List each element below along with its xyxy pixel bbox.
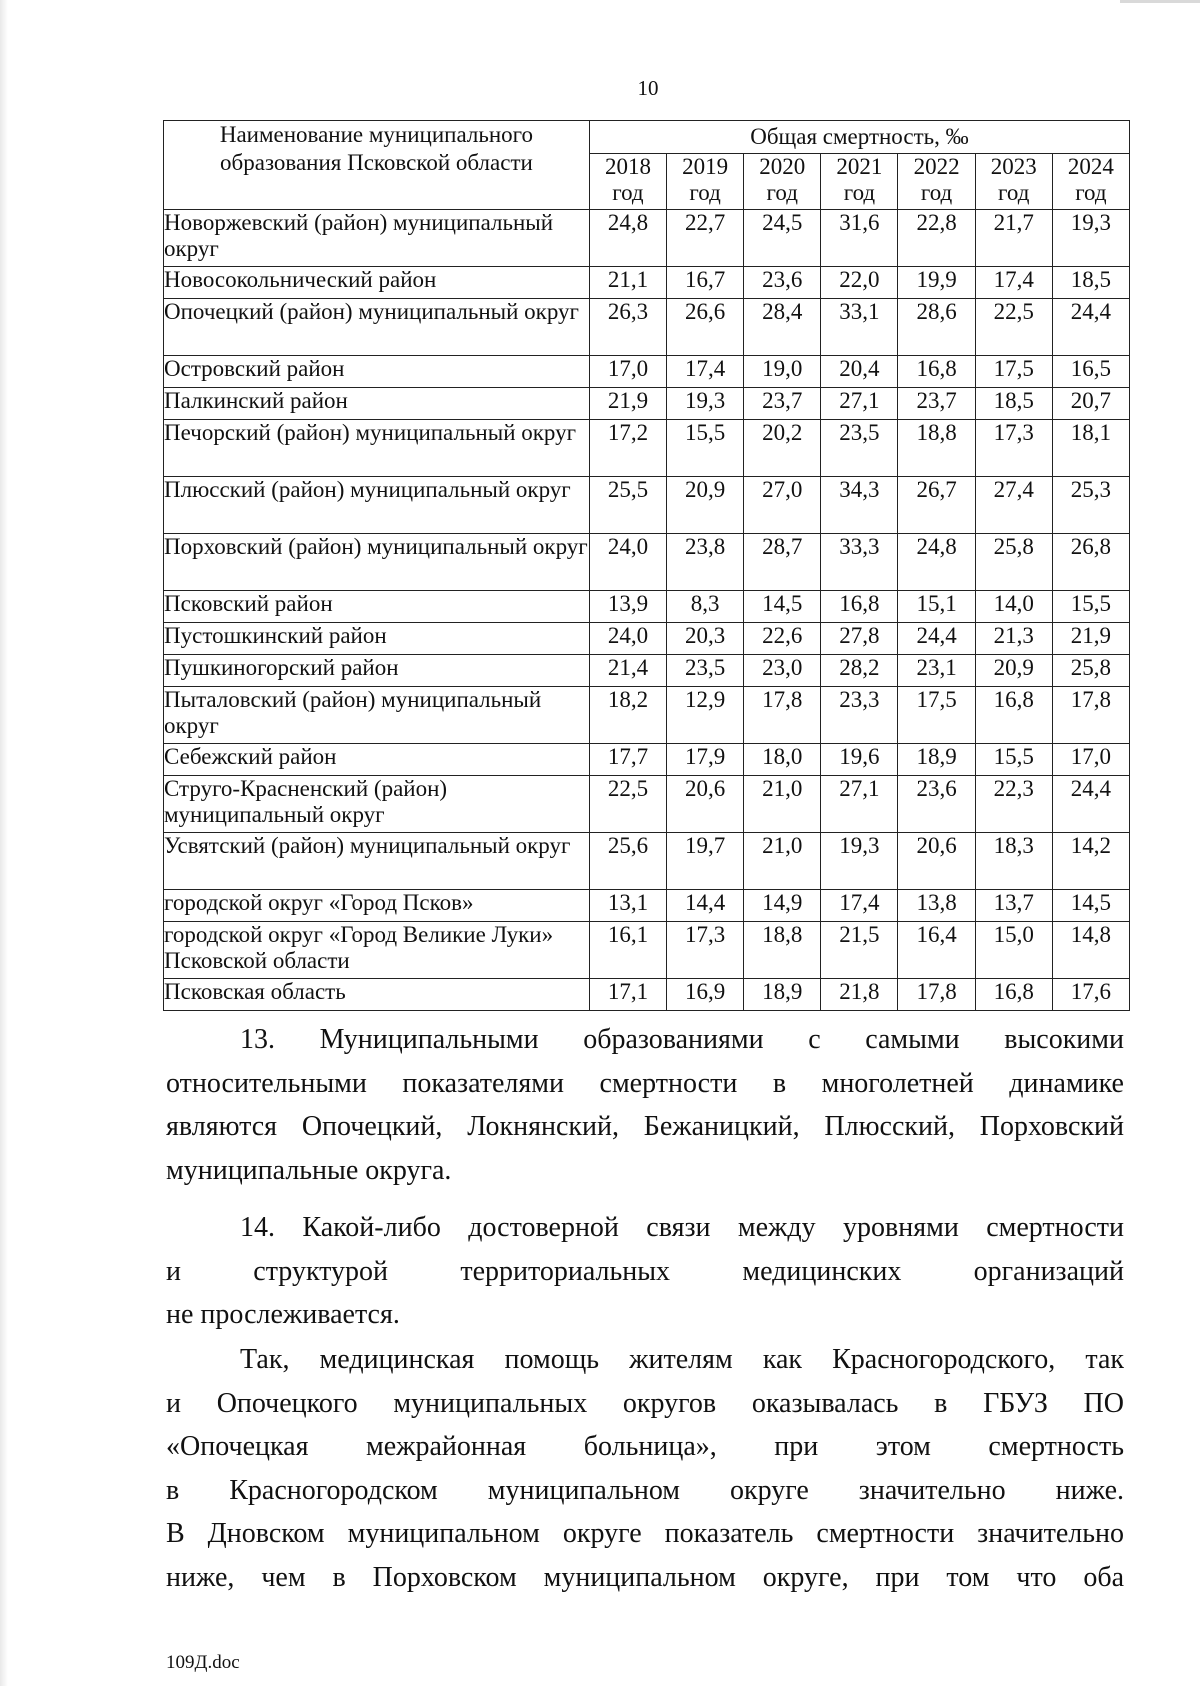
mortality-value: 16,7 (667, 267, 744, 299)
document-filename: 109Д.doc (166, 1652, 240, 1673)
mortality-value: 21,9 (589, 388, 666, 420)
mortality-value: 20,3 (667, 623, 744, 655)
year-unit: год (998, 180, 1030, 206)
mortality-value: 13,8 (898, 890, 975, 922)
table-row (164, 776, 1130, 833)
mortality-value: 18,2 (589, 687, 666, 744)
mortality-value: 21,4 (589, 655, 666, 687)
table-row (164, 299, 1130, 356)
year-unit: год (689, 180, 721, 206)
municipality-name: Себежский район (164, 744, 590, 776)
mortality-value: 25,8 (1052, 655, 1129, 687)
text-line: 13. Муниципальными образованиями с самыми высокими (240, 1024, 1124, 1055)
mortality-value: 25,8 (975, 534, 1052, 591)
municipality-name: Струго-Красненский (район) муниципальный округ (164, 776, 590, 833)
mortality-value: 21,0 (744, 833, 821, 890)
mortality-value: 20,9 (975, 655, 1052, 687)
paragraph-13 (166, 1018, 1124, 1192)
mortality-value: 28,4 (744, 299, 821, 356)
mortality-value: 31,6 (821, 210, 898, 267)
mortality-value: 26,6 (667, 299, 744, 356)
table-row (164, 477, 1130, 534)
municipality-name: городской округ «Город Псков» (164, 890, 590, 922)
mortality-value: 14,5 (1052, 890, 1129, 922)
year-unit: год (1075, 180, 1107, 206)
mortality-value: 20,6 (898, 833, 975, 890)
mortality-value: 24,0 (589, 534, 666, 591)
mortality-value: 21,3 (975, 623, 1052, 655)
year-header (821, 154, 898, 210)
mortality-value: 17,5 (975, 356, 1052, 388)
year-header (1052, 154, 1129, 210)
year-header (667, 154, 744, 210)
mortality-value: 28,7 (744, 534, 821, 591)
mortality-value: 14,9 (744, 890, 821, 922)
municipality-name: Пустошкинский район (164, 623, 590, 655)
mortality-value: 23,5 (667, 655, 744, 687)
table-row (164, 655, 1130, 687)
table-row (164, 744, 1130, 776)
mortality-value: 26,8 (1052, 534, 1129, 591)
mortality-value: 13,7 (975, 890, 1052, 922)
table-row (164, 591, 1130, 623)
mortality-value: 17,8 (1052, 687, 1129, 744)
municipality-name: Новоржевский (район) муниципальный округ (164, 210, 590, 267)
mortality-value: 19,3 (821, 833, 898, 890)
mortality-value: 22,3 (975, 776, 1052, 833)
year-header (975, 154, 1052, 210)
year-label: 2021 (836, 154, 883, 180)
text-line: относительными показателями смертности в многолетней динамике (166, 1067, 1124, 1099)
year-label: 2018 (604, 154, 651, 180)
municipality-name: Псковская область (164, 979, 590, 1011)
mortality-value: 24,4 (898, 623, 975, 655)
text-line: муниципальные округа. (166, 1154, 452, 1186)
mortality-value: 23,0 (744, 655, 821, 687)
year-header (589, 154, 666, 210)
mortality-value: 14,2 (1052, 833, 1129, 890)
mortality-value: 23,7 (744, 388, 821, 420)
mortality-value: 20,7 (1052, 388, 1129, 420)
table-row (164, 534, 1130, 591)
mortality-value: 18,9 (898, 744, 975, 776)
mortality-value: 17,9 (667, 744, 744, 776)
mortality-value: 24,4 (1052, 299, 1129, 356)
mortality-value: 23,6 (744, 267, 821, 299)
municipality-name: Псковский район (164, 591, 590, 623)
mortality-value: 19,7 (667, 833, 744, 890)
year-header (744, 154, 821, 210)
mortality-value: 23,5 (821, 420, 898, 477)
paragraph-15 (166, 1338, 1124, 1599)
mortality-value: 19,3 (667, 388, 744, 420)
municipality-name: Пыталовский (район) муниципальный округ (164, 687, 590, 744)
municipality-name: Печорский (район) муниципальный округ (164, 420, 590, 477)
mortality-value: 21,9 (1052, 623, 1129, 655)
table-row (164, 833, 1130, 890)
table-row (164, 922, 1130, 979)
text-line: и структурой территориальных медицинских организаций (166, 1255, 1124, 1287)
year-label: 2020 (759, 154, 806, 180)
table-body (164, 210, 1130, 1011)
mortality-value: 18,0 (744, 744, 821, 776)
mortality-value: 17,6 (1052, 979, 1129, 1011)
mortality-value: 22,5 (589, 776, 666, 833)
mortality-group-header: Общая смертность, ‰ (589, 121, 1129, 154)
mortality-value: 23,7 (898, 388, 975, 420)
mortality-value: 27,4 (975, 477, 1052, 534)
table-row (164, 420, 1130, 477)
mortality-value: 20,2 (744, 420, 821, 477)
mortality-value: 19,6 (821, 744, 898, 776)
mortality-value: 22,0 (821, 267, 898, 299)
mortality-value: 27,0 (744, 477, 821, 534)
table-row (164, 687, 1130, 744)
mortality-value: 16,8 (975, 979, 1052, 1011)
mortality-value: 14,8 (1052, 922, 1129, 979)
mortality-value: 28,6 (898, 299, 975, 356)
year-unit: год (766, 180, 798, 206)
mortality-value: 14,4 (667, 890, 744, 922)
name-column-header: Наименование муниципального образования Псковской области (164, 121, 590, 210)
year-label: 2023 (990, 154, 1037, 180)
mortality-value: 24,5 (744, 210, 821, 267)
mortality-value: 13,1 (589, 890, 666, 922)
municipality-name: Островский район (164, 356, 590, 388)
mortality-value: 23,6 (898, 776, 975, 833)
mortality-value: 17,3 (667, 922, 744, 979)
mortality-value: 26,3 (589, 299, 666, 356)
year-unit: год (843, 180, 876, 206)
year-unit: год (920, 180, 953, 206)
mortality-value: 16,9 (667, 979, 744, 1011)
municipality-name: Пушкиногорский район (164, 655, 590, 687)
table-row (164, 623, 1130, 655)
mortality-value: 19,3 (1052, 210, 1129, 267)
municipality-name: Порховский (район) муниципальный округ (164, 534, 590, 591)
year-label: 2024 (1067, 154, 1114, 180)
year-label: 2019 (682, 154, 729, 180)
mortality-value: 27,1 (821, 388, 898, 420)
municipality-name: городской округ «Город Великие Луки» Псковской области (164, 922, 590, 979)
mortality-value: 33,1 (821, 299, 898, 356)
text-line: и Опочецкого муниципальных округов оказывалась в ГБУЗ ПО (166, 1387, 1124, 1419)
table-row (164, 210, 1130, 267)
mortality-value: 23,8 (667, 534, 744, 591)
mortality-value: 33,3 (821, 534, 898, 591)
mortality-value: 14,0 (975, 591, 1052, 623)
mortality-value: 28,2 (821, 655, 898, 687)
text-line: 14. Какой-либо достоверной связи между уровнями смертности (240, 1212, 1124, 1243)
mortality-value: 14,5 (744, 591, 821, 623)
mortality-value: 21,8 (821, 979, 898, 1011)
mortality-value: 16,5 (1052, 356, 1129, 388)
text-line: в Красногородском муниципальном округе значительно ниже. (166, 1474, 1124, 1506)
mortality-value: 17,4 (667, 356, 744, 388)
mortality-value: 17,8 (744, 687, 821, 744)
mortality-value: 25,3 (1052, 477, 1129, 534)
mortality-value: 17,0 (589, 356, 666, 388)
mortality-value: 22,6 (744, 623, 821, 655)
mortality-value: 23,3 (821, 687, 898, 744)
mortality-value: 24,0 (589, 623, 666, 655)
mortality-value: 19,9 (898, 267, 975, 299)
municipality-name: Плюсский (район) муниципальный округ (164, 477, 590, 534)
mortality-value: 17,8 (898, 979, 975, 1011)
municipality-name: Опочецкий (район) муниципальный округ (164, 299, 590, 356)
scan-edge-top (1120, 0, 1200, 3)
mortality-value: 15,5 (975, 744, 1052, 776)
municipality-name: Новосокольнический район (164, 267, 590, 299)
mortality-value: 21,0 (744, 776, 821, 833)
mortality-value: 17,4 (975, 267, 1052, 299)
mortality-value: 8,3 (667, 591, 744, 623)
mortality-value: 19,0 (744, 356, 821, 388)
mortality-value: 17,2 (589, 420, 666, 477)
text-line: «Опочецкая межрайонная больница», при этом смертность (166, 1431, 1124, 1462)
year-label: 2022 (913, 154, 960, 180)
mortality-value: 17,1 (589, 979, 666, 1011)
mortality-value: 20,9 (667, 477, 744, 534)
table-row (164, 890, 1130, 922)
municipality-name: Усвятский (район) муниципальный округ (164, 833, 590, 890)
mortality-value: 22,7 (667, 210, 744, 267)
table-row (164, 356, 1130, 388)
mortality-value: 18,1 (1052, 420, 1129, 477)
mortality-value: 16,8 (898, 356, 975, 388)
table-row (164, 267, 1130, 299)
page-number: 10 (637, 76, 659, 100)
mortality-value: 16,4 (898, 922, 975, 979)
mortality-value: 17,0 (1052, 744, 1129, 776)
mortality-value: 24,8 (589, 210, 666, 267)
text-line: В Дновском муниципальном округе показатель смертности значительно (166, 1518, 1124, 1549)
mortality-value: 18,8 (744, 922, 821, 979)
year-header (898, 154, 975, 210)
mortality-value: 34,3 (821, 477, 898, 534)
mortality-value: 16,8 (975, 687, 1052, 744)
mortality-value: 15,5 (1052, 591, 1129, 623)
mortality-value: 20,6 (667, 776, 744, 833)
mortality-value: 15,5 (667, 420, 744, 477)
mortality-value: 16,8 (821, 591, 898, 623)
mortality-value: 17,3 (975, 420, 1052, 477)
mortality-value: 15,0 (975, 922, 1052, 979)
mortality-table (163, 120, 1130, 1011)
text-line: являются Опочецкий, Локнянский, Бежаницкий, Плюсский, Порховский (166, 1111, 1124, 1142)
mortality-value: 18,5 (1052, 267, 1129, 299)
mortality-value: 18,8 (898, 420, 975, 477)
mortality-value: 24,8 (898, 534, 975, 591)
mortality-value: 18,5 (975, 388, 1052, 420)
text-line: не прослеживается. (166, 1299, 400, 1330)
mortality-value: 25,5 (589, 477, 666, 534)
paragraph-14 (166, 1206, 1124, 1337)
mortality-value: 26,7 (898, 477, 975, 534)
mortality-value: 22,5 (975, 299, 1052, 356)
table-row (164, 979, 1130, 1011)
mortality-value: 24,4 (1052, 776, 1129, 833)
table-row (164, 388, 1130, 420)
mortality-value: 18,3 (975, 833, 1052, 890)
mortality-value: 17,4 (821, 890, 898, 922)
mortality-value: 21,1 (589, 267, 666, 299)
mortality-value: 27,8 (821, 623, 898, 655)
text-line: Так, медицинская помощь жителям как Красногородского, так (240, 1344, 1124, 1375)
mortality-value: 16,1 (589, 922, 666, 979)
mortality-value: 23,1 (898, 655, 975, 687)
mortality-value: 12,9 (667, 687, 744, 744)
mortality-value: 22,8 (898, 210, 975, 267)
mortality-value: 20,4 (821, 356, 898, 388)
mortality-value: 13,9 (589, 591, 666, 623)
scan-edge (0, 0, 8, 1686)
mortality-value: 15,1 (898, 591, 975, 623)
mortality-value: 17,5 (898, 687, 975, 744)
mortality-value: 21,7 (975, 210, 1052, 267)
year-unit: год (612, 180, 644, 206)
mortality-value: 27,1 (821, 776, 898, 833)
mortality-value: 17,7 (589, 744, 666, 776)
mortality-value: 25,6 (589, 833, 666, 890)
mortality-value: 18,9 (744, 979, 821, 1011)
mortality-value: 21,5 (821, 922, 898, 979)
municipality-name: Палкинский район (164, 388, 590, 420)
text-line: ниже, чем в Порховском муниципальном округе, при том что оба (166, 1561, 1124, 1593)
